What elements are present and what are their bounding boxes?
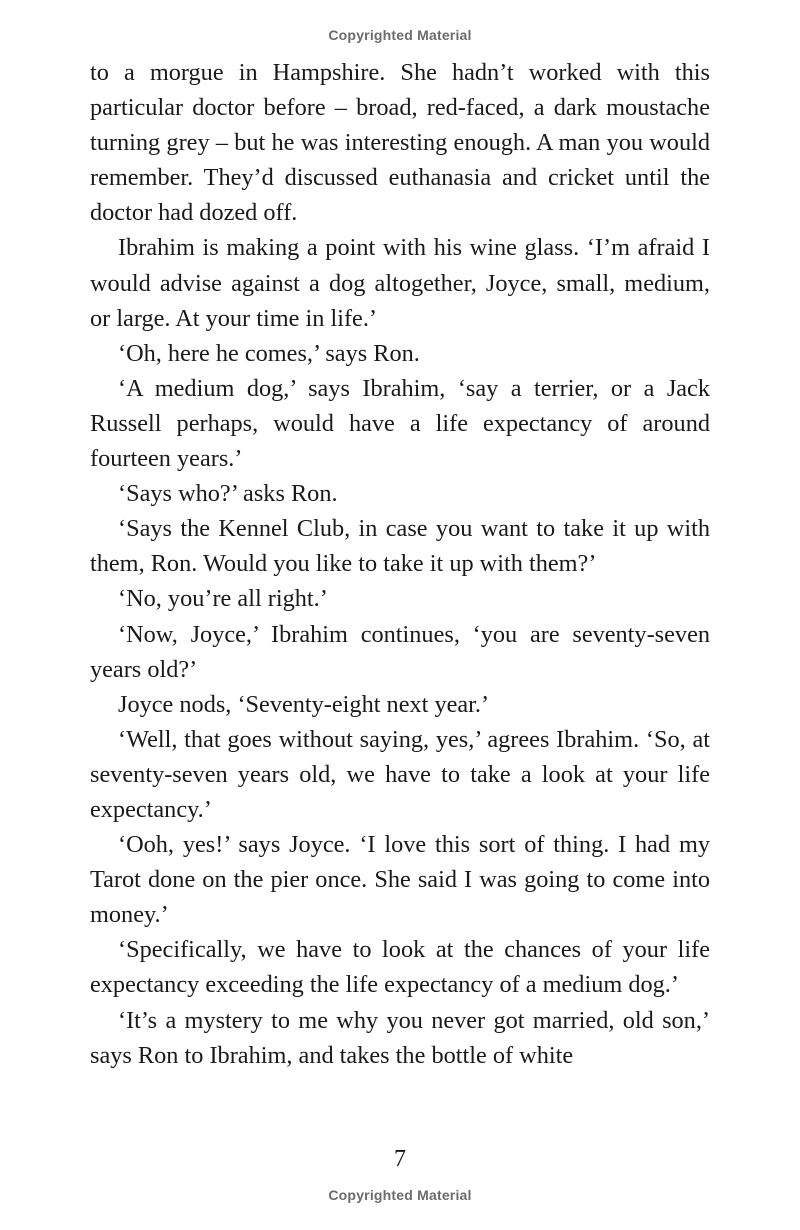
paragraph-11: ‘Ooh, yes!’ says Joyce. ‘I love this sort of thing. I had my Tarot done on the pier once. She said I was going to come into money.’: [90, 831, 710, 929]
paragraph-7: ‘No, you’re all right.’: [118, 585, 328, 613]
body-text: [90, 55, 710, 1073]
paragraph-5: ‘Says who?’ asks Ron.: [118, 480, 338, 508]
page-number: 7: [394, 1146, 406, 1172]
paragraph-1: to a morgue in Hampshire. She hadn’t worked with this particular doctor before – broad, red-faced, a dark moustache turning grey – but he was interesting enough. A man you would remember. They’d discussed euthanasia and cricket until the doctor had dozed off.: [90, 59, 710, 227]
paragraph-12: ‘Specifically, we have to look at the chances of your life expectancy exceeding the life expectancy of a medium dog.’: [90, 936, 710, 999]
paragraph-13: ‘It’s a mystery to me why you never got married, old son,’ says Ron to Ibrahim, and takes the bottle of white: [90, 1006, 710, 1069]
footer-watermark: Copyrighted Material: [328, 1187, 472, 1203]
paragraph-3: ‘Oh, here he comes,’ says Ron.: [118, 339, 420, 367]
paragraph-8: ‘Now, Joyce,’ Ibrahim continues, ‘you are seventy-seven years old?’: [90, 620, 710, 683]
paragraph-10: ‘Well, that goes without saying, yes,’ agrees Ibrahim. ‘So, at seventy-seven years old, we have to take a look at your life expectancy.’: [90, 725, 710, 823]
paragraph-2: Ibrahim is making a point with his wine glass. ‘I’m afraid I would advise against a dog altogether, Joyce, small, medium, or large. At your time in life.’: [90, 234, 710, 332]
paragraph-6: ‘Says the Kennel Club, in case you want to take it up with them, Ron. Would you like to take it up with them?’: [90, 515, 710, 578]
paragraph-4: ‘A medium dog,’ says Ibrahim, ‘say a terrier, or a Jack Russell perhaps, would have a life expectancy of around fourteen years.’: [90, 374, 710, 473]
header-watermark: Copyrighted Material: [328, 27, 472, 43]
paragraph-9: Joyce nods, ‘Seventy-eight next year.’: [118, 690, 490, 718]
